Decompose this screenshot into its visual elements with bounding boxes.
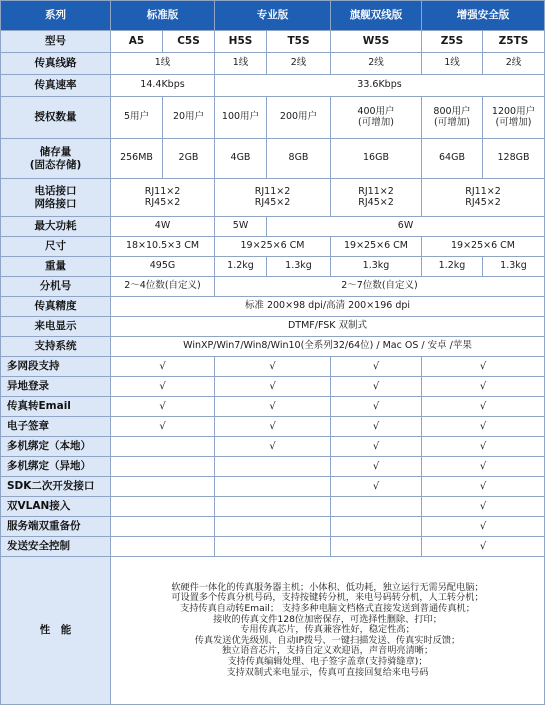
feature-row (1, 377, 545, 397)
performance-line: 支持双制式来电显示，传真可直接回复给来电号码 (226, 666, 429, 678)
storage-label-main: 储存量 (39, 146, 72, 159)
header-row (1, 1, 545, 31)
ports-label (1, 179, 111, 217)
users-expandable: (可增加) (495, 116, 532, 128)
feature-label: 服务端双重备份 (1, 517, 111, 537)
check-mark: √ (215, 397, 331, 417)
check-empty (215, 517, 331, 537)
check-empty (331, 517, 422, 537)
feature-row (1, 477, 545, 497)
lines-cell: 1线 (215, 53, 267, 75)
precision-label: 传真精度 (1, 297, 111, 317)
caller-id-cell: DTMF/FSK 双制式 (111, 317, 545, 337)
check-mark: √ (422, 517, 545, 537)
check-mark: √ (422, 477, 545, 497)
check-empty (111, 477, 215, 497)
lines-label: 传真线路 (1, 53, 111, 75)
check-mark: √ (331, 457, 422, 477)
size-label: 尺寸 (1, 237, 111, 257)
weight-cell: 1.2kg (215, 257, 267, 277)
ports-cell (422, 179, 545, 217)
check-mark: √ (422, 397, 545, 417)
users-cell (331, 97, 422, 139)
storage-cell: 256MB (111, 139, 163, 179)
storage-cell: 16GB (331, 139, 422, 179)
users-row (1, 97, 545, 139)
weight-label: 重量 (1, 257, 111, 277)
check-mark: √ (331, 437, 422, 457)
speed-cell: 14.4Kbps (111, 75, 215, 97)
feature-label: 传真转Email (1, 397, 111, 417)
ports-row (1, 179, 545, 217)
users-cell: 100用户 (215, 97, 267, 139)
check-empty (111, 517, 215, 537)
feature-row (1, 457, 545, 477)
speed-label: 传真速率 (1, 75, 111, 97)
check-mark: √ (331, 477, 422, 497)
model-row (1, 31, 545, 53)
power-row (1, 217, 545, 237)
group-flagship: 旗舰双线版 (331, 1, 422, 31)
model-label: 型号 (1, 31, 111, 53)
users-expandable: (可增加) (358, 116, 394, 128)
storage-row (1, 139, 545, 179)
feature-label: 多网段支持 (1, 357, 111, 377)
storage-cell: 8GB (267, 139, 331, 179)
network-port-value: RJ45×2 (254, 196, 291, 208)
feature-label: 发送安全控制 (1, 537, 111, 557)
group-standard: 标准版 (111, 1, 215, 31)
feature-row (1, 417, 545, 437)
feature-row (1, 437, 545, 457)
group-professional: 专业版 (215, 1, 331, 31)
model-cell: W5S (331, 31, 422, 53)
size-cell: 19×25×6 CM (215, 237, 331, 257)
check-mark: √ (422, 537, 545, 557)
weight-cell: 495G (111, 257, 215, 277)
weight-cell: 1.2kg (422, 257, 483, 277)
lines-cell: 2线 (267, 53, 331, 75)
performance-label: 性 能 (1, 557, 111, 705)
model-cell: A5 (111, 31, 163, 53)
check-mark: √ (422, 497, 545, 517)
phone-port-value: RJ11×2 (254, 185, 291, 197)
performance-line: 支持传真编辑处理、电子签字盖章(支持骑缝章)； (227, 655, 428, 667)
series-label: 系列 (1, 1, 111, 31)
check-mark: √ (111, 397, 215, 417)
lines-cell: 2线 (331, 53, 422, 75)
check-mark: √ (215, 417, 331, 437)
network-port-value: RJ45×2 (144, 196, 181, 208)
performance-line: 独立语音芯片，支持自定义欢迎语，声音明亮清晰； (221, 645, 434, 657)
feature-label: 多机绑定（本地） (1, 437, 111, 457)
users-expandable: (可增加) (434, 116, 470, 128)
users-count: 1200用户 (491, 105, 536, 117)
feature-label: 异地登录 (1, 377, 111, 397)
os-cell: WinXP/Win7/Win8/Win10(全系列32/64位) / Mac OS / 安卓 /苹果 (111, 337, 545, 357)
storage-label (1, 139, 111, 179)
performance-line: 传真发送优先级别、自动IP拨号、一键扫描发送、传真实时反馈； (194, 634, 461, 646)
check-mark: √ (215, 437, 331, 457)
extension-row (1, 277, 545, 297)
check-mark: √ (422, 417, 545, 437)
power-cell: 4W (111, 217, 215, 237)
speed-row (1, 75, 545, 97)
check-mark: √ (111, 377, 215, 397)
lines-row (1, 53, 545, 75)
performance-line: 可设置多个传真分机号码，支持按键转分机，来电号码转分机，人工转分机； (171, 592, 484, 604)
check-mark: √ (422, 357, 545, 377)
extension-cell: 2～4位数(自定义) (111, 277, 215, 297)
power-cell: 5W (215, 217, 267, 237)
users-label: 授权数量 (1, 97, 111, 139)
model-cell: Z5S (422, 31, 483, 53)
storage-cell: 64GB (422, 139, 483, 179)
feature-label: SDK二次开发接口 (1, 477, 111, 497)
power-cell: 6W (267, 217, 545, 237)
caller-id-label: 来电显示 (1, 317, 111, 337)
users-cell: 200用户 (267, 97, 331, 139)
feature-label: 多机绑定（异地） (1, 457, 111, 477)
group-enhanced-security: 增强安全版 (422, 1, 545, 31)
feature-row (1, 397, 545, 417)
ports-cell (331, 179, 422, 217)
network-port-value: RJ45×2 (358, 196, 394, 208)
lines-cell: 2线 (483, 53, 545, 75)
check-mark: √ (215, 377, 331, 397)
speed-cell: 33.6Kbps (215, 75, 545, 97)
os-label: 支持系统 (1, 337, 111, 357)
ports-cell (111, 179, 215, 217)
users-cell (483, 97, 545, 139)
check-mark: √ (111, 417, 215, 437)
phone-port-value: RJ11×2 (358, 185, 394, 197)
model-cell: C5S (163, 31, 215, 53)
weight-cell: 1.3kg (331, 257, 422, 277)
model-cell: H5S (215, 31, 267, 53)
ports-cell (215, 179, 331, 217)
check-empty (215, 537, 331, 557)
size-cell: 18×10.5×3 CM (111, 237, 215, 257)
check-mark: √ (422, 377, 545, 397)
performance-line: 支持传真自动转Email； 支持多种电脑文档格式直接发送到普通传真机； (180, 603, 475, 615)
feature-label: 电子签章 (1, 417, 111, 437)
phone-port-value: RJ11×2 (144, 185, 181, 197)
caller-id-row (1, 317, 545, 337)
check-mark: √ (331, 357, 422, 377)
power-label: 最大功耗 (1, 217, 111, 237)
lines-cell: 1线 (111, 53, 215, 75)
model-cell: Z5TS (483, 31, 545, 53)
feature-row (1, 497, 545, 517)
phone-port-label: 电话接口 (34, 185, 77, 198)
weight-row (1, 257, 545, 277)
weight-cell: 1.3kg (267, 257, 331, 277)
os-row (1, 337, 545, 357)
check-mark: √ (331, 417, 422, 437)
network-port-value: RJ45×2 (465, 196, 501, 208)
users-cell (422, 97, 483, 139)
users-cell: 5用户 (111, 97, 163, 139)
model-cell: T5S (267, 31, 331, 53)
lines-cell: 1线 (422, 53, 483, 75)
storage-cell: 128GB (483, 139, 545, 179)
check-mark: √ (111, 357, 215, 377)
storage-label-sub: (固态存储) (29, 158, 82, 171)
performance-line: 接收的传真文件128位加密保存，可选择性删除、打印； (213, 613, 442, 625)
feature-label: 双VLAN接入 (1, 497, 111, 517)
network-port-label: 网络接口 (34, 197, 77, 210)
size-cell: 19×25×6 CM (331, 237, 422, 257)
phone-port-value: RJ11×2 (465, 185, 501, 197)
check-empty (111, 497, 215, 517)
users-count: 800用户 (433, 105, 471, 117)
extension-cell: 2～7位数(自定义) (215, 277, 545, 297)
check-empty (215, 457, 331, 477)
users-cell: 20用户 (163, 97, 215, 139)
performance-list (111, 557, 545, 705)
size-row (1, 237, 545, 257)
users-count: 400用户 (357, 105, 395, 117)
check-mark: √ (215, 357, 331, 377)
check-mark: √ (422, 457, 545, 477)
check-empty (215, 497, 331, 517)
precision-row (1, 297, 545, 317)
extension-label: 分机号 (1, 277, 111, 297)
feature-row (1, 537, 545, 557)
check-empty (215, 477, 331, 497)
performance-line: 软硬件一体化的传真服务器主机；小体积、低功耗，独立运行无需另配电脑； (171, 581, 484, 593)
check-mark: √ (422, 437, 545, 457)
performance-line: 专用传真芯片，传真兼容性好，稳定性高； (240, 624, 415, 636)
check-mark: √ (331, 397, 422, 417)
check-mark: √ (331, 377, 422, 397)
check-empty (111, 457, 215, 477)
check-empty (331, 497, 422, 517)
check-empty (331, 537, 422, 557)
storage-cell: 2GB (163, 139, 215, 179)
precision-cell: 标准 200×98 dpi/高清 200×196 dpi (111, 297, 545, 317)
performance-row (1, 557, 545, 705)
check-empty (111, 437, 215, 457)
check-empty (111, 537, 215, 557)
feature-row (1, 517, 545, 537)
weight-cell: 1.3kg (483, 257, 545, 277)
size-cell: 19×25×6 CM (422, 237, 545, 257)
storage-cell: 4GB (215, 139, 267, 179)
feature-row (1, 357, 545, 377)
